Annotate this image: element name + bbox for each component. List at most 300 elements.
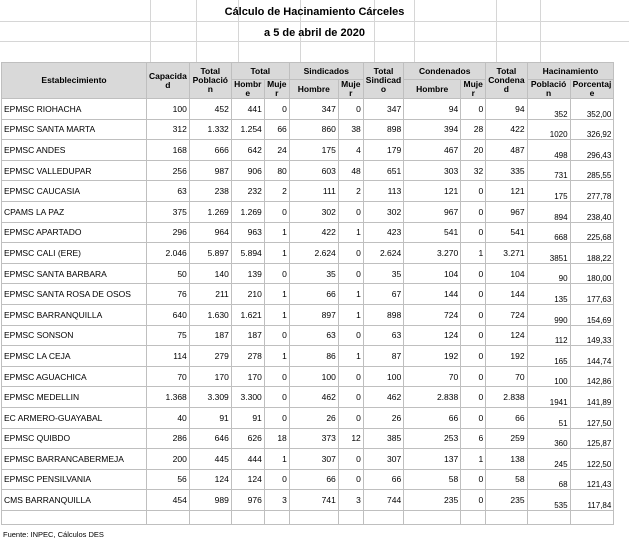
total-hombre-cell: 963 (231, 222, 264, 243)
condenados-hombre-cell: 70 (404, 366, 461, 387)
capacidad-cell: 1.368 (147, 387, 190, 408)
total-hombre-cell: 441 (231, 99, 264, 120)
total-hombre-cell: 3.300 (231, 387, 264, 408)
hacinamiento-poblacion-cell: 3851 (527, 243, 570, 264)
hacinamiento-poblacion-cell: 990 (527, 304, 570, 325)
empty-row (2, 510, 614, 524)
total-condenados-cell: 724 (486, 304, 527, 325)
establecimiento-cell: EPMSC MEDELLIN (2, 387, 147, 408)
sindicados-hombre-cell: 302 (289, 201, 338, 222)
hacinamiento-porcentaje-cell: 277,78 (570, 181, 614, 202)
total-condenados-cell: 192 (486, 346, 527, 367)
header-sindicados: Sindicados (289, 63, 363, 80)
table-row (2, 469, 614, 490)
sindicados-hombre-cell: 100 (289, 366, 338, 387)
sindicados-mujer-cell: 1 (338, 222, 363, 243)
total-poblacion-cell: 646 (189, 428, 231, 449)
table-row (2, 490, 614, 511)
sindicados-hombre-cell: 66 (289, 469, 338, 490)
establecimiento-cell: EPMSC SONSON (2, 325, 147, 346)
sindicados-hombre-cell: 26 (289, 407, 338, 428)
table-row (2, 304, 614, 325)
sindicados-mujer-cell: 0 (338, 366, 363, 387)
table-row (2, 346, 614, 367)
total-condenados-cell: 3.271 (486, 243, 527, 264)
hacinamiento-poblacion-cell: 100 (527, 366, 570, 387)
condenados-mujer-cell: 0 (461, 366, 486, 387)
hacinamiento-poblacion-cell: 1941 (527, 387, 570, 408)
hacinamiento-poblacion-cell: 360 (527, 428, 570, 449)
condenados-mujer-cell: 0 (461, 407, 486, 428)
total-mujer-cell: 24 (264, 140, 289, 161)
total-sindicados-cell: 26 (363, 407, 403, 428)
sindicados-mujer-cell: 0 (338, 387, 363, 408)
sindicados-mujer-cell: 0 (338, 243, 363, 264)
total-poblacion-cell: 3.309 (189, 387, 231, 408)
sindicados-mujer-cell: 0 (338, 449, 363, 470)
total-mujer-cell: 1 (264, 284, 289, 305)
header-sindicados-mujer: Muje r (338, 80, 363, 99)
total-hombre-cell: 1.269 (231, 201, 264, 222)
hacinamiento-porcentaje-cell: 141,89 (570, 387, 614, 408)
table-row (2, 99, 614, 120)
total-poblacion-cell: 964 (189, 222, 231, 243)
sindicados-hombre-cell: 66 (289, 284, 338, 305)
hacinamiento-poblacion-cell: 135 (527, 284, 570, 305)
total-hombre-cell: 210 (231, 284, 264, 305)
total-mujer-cell: 0 (264, 407, 289, 428)
total-mujer-cell: 1 (264, 304, 289, 325)
table-row (2, 201, 614, 222)
hacinamiento-poblacion-cell: 112 (527, 325, 570, 346)
header-total-condenados: Total Condena d (486, 63, 527, 99)
header-total-hombre: Hombr e (231, 80, 264, 99)
sheet-title: Cálculo de Hacinamiento Cárceles (224, 6, 405, 18)
total-hombre-cell: 278 (231, 346, 264, 367)
header-hacinamiento: Hacinamiento (527, 63, 614, 80)
hacinamiento-poblacion-cell: 894 (527, 201, 570, 222)
sindicados-mujer-cell: 1 (338, 346, 363, 367)
table-row (2, 449, 614, 470)
condenados-hombre-cell: 104 (404, 263, 461, 284)
total-sindicados-cell: 179 (363, 140, 403, 161)
condenados-hombre-cell: 394 (404, 119, 461, 140)
sindicados-hombre-cell: 86 (289, 346, 338, 367)
total-poblacion-cell: 1.630 (189, 304, 231, 325)
condenados-hombre-cell: 121 (404, 181, 461, 202)
total-sindicados-cell: 67 (363, 284, 403, 305)
total-sindicados-cell: 113 (363, 181, 403, 202)
header-sindicados-hombre: Hombre (289, 80, 338, 99)
table-row (2, 387, 614, 408)
capacidad-cell: 168 (147, 140, 190, 161)
total-hombre-cell: 642 (231, 140, 264, 161)
sindicados-hombre-cell: 175 (289, 140, 338, 161)
total-condenados-cell: 144 (486, 284, 527, 305)
sindicados-mujer-cell: 48 (338, 160, 363, 181)
establecimiento-cell: CMS BARRANQUILLA (2, 490, 147, 511)
sindicados-hombre-cell: 860 (289, 119, 338, 140)
hacinamiento-poblacion-cell: 51 (527, 407, 570, 428)
total-poblacion-cell: 279 (189, 346, 231, 367)
table-row (2, 243, 614, 264)
condenados-mujer-cell: 0 (461, 346, 486, 367)
sindicados-mujer-cell: 0 (338, 407, 363, 428)
total-sindicados-cell: 35 (363, 263, 403, 284)
capacidad-cell: 200 (147, 449, 190, 470)
total-condenados-cell: 58 (486, 469, 527, 490)
table-row (2, 263, 614, 284)
establecimiento-cell: EPMSC VALLEDUPAR (2, 160, 147, 181)
sindicados-hombre-cell: 897 (289, 304, 338, 325)
hacinamiento-porcentaje-cell: 149,33 (570, 325, 614, 346)
total-sindicados-cell: 307 (363, 449, 403, 470)
total-poblacion-cell: 987 (189, 160, 231, 181)
condenados-mujer-cell: 0 (461, 201, 486, 222)
hacinamiento-porcentaje-cell: 121,43 (570, 469, 614, 490)
hacinamiento-poblacion-cell: 165 (527, 346, 570, 367)
total-mujer-cell: 3 (264, 490, 289, 511)
condenados-hombre-cell: 192 (404, 346, 461, 367)
total-hombre-cell: 232 (231, 181, 264, 202)
sindicados-hombre-cell: 462 (289, 387, 338, 408)
total-condenados-cell: 422 (486, 119, 527, 140)
establecimiento-cell: EPMSC CALI (ERE) (2, 243, 147, 264)
hacinamiento-porcentaje-cell: 117,84 (570, 490, 614, 511)
total-poblacion-cell: 5.897 (189, 243, 231, 264)
condenados-hombre-cell: 124 (404, 325, 461, 346)
establecimiento-cell: EPMSC SANTA MARTA (2, 119, 147, 140)
capacidad-cell: 50 (147, 263, 190, 284)
hacinamiento-poblacion-cell: 498 (527, 140, 570, 161)
total-mujer-cell: 0 (264, 387, 289, 408)
condenados-hombre-cell: 541 (404, 222, 461, 243)
table-row (2, 140, 614, 161)
condenados-hombre-cell: 66 (404, 407, 461, 428)
grid-line (0, 21, 629, 22)
condenados-hombre-cell: 3.270 (404, 243, 461, 264)
capacidad-cell: 75 (147, 325, 190, 346)
sindicados-mujer-cell: 1 (338, 284, 363, 305)
total-sindicados-cell: 898 (363, 304, 403, 325)
sindicados-mujer-cell: 0 (338, 263, 363, 284)
total-poblacion-cell: 140 (189, 263, 231, 284)
establecimiento-cell: EPMSC BARRANQUILLA (2, 304, 147, 325)
table-row (2, 428, 614, 449)
total-hombre-cell: 444 (231, 449, 264, 470)
total-sindicados-cell: 898 (363, 119, 403, 140)
total-hombre-cell: 91 (231, 407, 264, 428)
total-sindicados-cell: 744 (363, 490, 403, 511)
header-establecimiento: Establecimiento (2, 63, 147, 99)
capacidad-cell: 640 (147, 304, 190, 325)
total-condenados-cell: 94 (486, 99, 527, 120)
sindicados-mujer-cell: 0 (338, 99, 363, 120)
capacidad-cell: 76 (147, 284, 190, 305)
header-condenados: Condenados (404, 63, 486, 80)
hacinamiento-porcentaje-cell: 188,22 (570, 243, 614, 264)
total-mujer-cell: 66 (264, 119, 289, 140)
condenados-hombre-cell: 724 (404, 304, 461, 325)
total-sindicados-cell: 63 (363, 325, 403, 346)
establecimiento-cell: EPMSC APARTADO (2, 222, 147, 243)
total-hombre-cell: 626 (231, 428, 264, 449)
condenados-hombre-cell: 2.838 (404, 387, 461, 408)
total-poblacion-cell: 452 (189, 99, 231, 120)
table-row (2, 366, 614, 387)
table-row (2, 119, 614, 140)
establecimiento-cell: EPMSC LA CEJA (2, 346, 147, 367)
total-condenados-cell: 104 (486, 263, 527, 284)
condenados-mujer-cell: 0 (461, 387, 486, 408)
hacinamiento-poblacion-cell: 1020 (527, 119, 570, 140)
sindicados-mujer-cell: 4 (338, 140, 363, 161)
table-row (2, 222, 614, 243)
total-hombre-cell: 1.254 (231, 119, 264, 140)
condenados-hombre-cell: 144 (404, 284, 461, 305)
total-poblacion-cell: 238 (189, 181, 231, 202)
total-mujer-cell: 1 (264, 243, 289, 264)
source-note: Fuente: INPEC, Cálculos DES (3, 530, 104, 539)
total-poblacion-cell: 1.269 (189, 201, 231, 222)
hacinamiento-porcentaje-cell: 177,63 (570, 284, 614, 305)
sindicados-mujer-cell: 0 (338, 201, 363, 222)
header-hacinamiento-porcentaje: Porcentaj e (570, 80, 614, 99)
total-sindicados-cell: 462 (363, 387, 403, 408)
hacinamiento-poblacion-cell: 535 (527, 490, 570, 511)
condenados-mujer-cell: 32 (461, 160, 486, 181)
total-sindicados-cell: 302 (363, 201, 403, 222)
sindicados-hombre-cell: 741 (289, 490, 338, 511)
condenados-mujer-cell: 0 (461, 263, 486, 284)
header-total-sindicados: Total Sindicad o (363, 63, 403, 99)
condenados-hombre-cell: 235 (404, 490, 461, 511)
total-condenados-cell: 2.838 (486, 387, 527, 408)
total-mujer-cell: 1 (264, 346, 289, 367)
total-hombre-cell: 187 (231, 325, 264, 346)
capacidad-cell: 375 (147, 201, 190, 222)
total-sindicados-cell: 66 (363, 469, 403, 490)
sindicados-hombre-cell: 35 (289, 263, 338, 284)
header-total-mujer: Muje r (264, 80, 289, 99)
capacidad-cell: 256 (147, 160, 190, 181)
sindicados-hombre-cell: 307 (289, 449, 338, 470)
hacinamiento-porcentaje-cell: 142,86 (570, 366, 614, 387)
establecimiento-cell: EPMSC SANTA BARBARA (2, 263, 147, 284)
total-poblacion-cell: 445 (189, 449, 231, 470)
condenados-mujer-cell: 1 (461, 243, 486, 264)
total-condenados-cell: 541 (486, 222, 527, 243)
header-hacinamiento-poblacion: Població n (527, 80, 570, 99)
establecimiento-cell: EPMSC AGUACHICA (2, 366, 147, 387)
capacidad-cell: 63 (147, 181, 190, 202)
sheet-subtitle: a 5 de abril de 2020 (264, 27, 365, 39)
condenados-mujer-cell: 0 (461, 469, 486, 490)
header-total: Total (231, 63, 289, 80)
capacidad-cell: 40 (147, 407, 190, 428)
hacinamiento-porcentaje-cell: 352,00 (570, 99, 614, 120)
total-condenados-cell: 124 (486, 325, 527, 346)
condenados-mujer-cell: 0 (461, 490, 486, 511)
header-total-poblacion: Total Població n (189, 63, 231, 99)
condenados-mujer-cell: 0 (461, 99, 486, 120)
establecimiento-cell: EPMSC QUIBDO (2, 428, 147, 449)
total-sindicados-cell: 100 (363, 366, 403, 387)
sindicados-mujer-cell: 0 (338, 325, 363, 346)
condenados-hombre-cell: 58 (404, 469, 461, 490)
total-hombre-cell: 976 (231, 490, 264, 511)
hacinamiento-porcentaje-cell: 285,55 (570, 160, 614, 181)
total-sindicados-cell: 651 (363, 160, 403, 181)
sindicados-hombre-cell: 422 (289, 222, 338, 243)
total-poblacion-cell: 989 (189, 490, 231, 511)
header-condenados-mujer: Muje r (461, 80, 486, 99)
sindicados-hombre-cell: 111 (289, 181, 338, 202)
total-mujer-cell: 0 (264, 366, 289, 387)
condenados-hombre-cell: 253 (404, 428, 461, 449)
establecimiento-cell: EPMSC CAUCASIA (2, 181, 147, 202)
sindicados-hombre-cell: 2.624 (289, 243, 338, 264)
hacinamiento-porcentaje-cell: 225,68 (570, 222, 614, 243)
total-mujer-cell: 0 (264, 263, 289, 284)
capacidad-cell: 2.046 (147, 243, 190, 264)
total-condenados-cell: 259 (486, 428, 527, 449)
total-mujer-cell: 80 (264, 160, 289, 181)
condenados-mujer-cell: 0 (461, 181, 486, 202)
total-hombre-cell: 124 (231, 469, 264, 490)
condenados-mujer-cell: 0 (461, 325, 486, 346)
total-condenados-cell: 335 (486, 160, 527, 181)
capacidad-cell: 56 (147, 469, 190, 490)
condenados-hombre-cell: 967 (404, 201, 461, 222)
header-capacidad: Capacida d (147, 63, 190, 99)
hacinamiento-poblacion-cell: 68 (527, 469, 570, 490)
overcrowding-table (1, 62, 614, 525)
grid-line (0, 41, 629, 42)
hacinamiento-porcentaje-cell: 127,50 (570, 407, 614, 428)
total-condenados-cell: 967 (486, 201, 527, 222)
header-condenados-hombre: Hombre (404, 80, 461, 99)
table-row (2, 181, 614, 202)
table-row (2, 407, 614, 428)
capacidad-cell: 100 (147, 99, 190, 120)
hacinamiento-poblacion-cell: 245 (527, 449, 570, 470)
hacinamiento-poblacion-cell: 731 (527, 160, 570, 181)
capacidad-cell: 454 (147, 490, 190, 511)
total-mujer-cell: 1 (264, 222, 289, 243)
hacinamiento-porcentaje-cell: 154,69 (570, 304, 614, 325)
total-condenados-cell: 121 (486, 181, 527, 202)
total-mujer-cell: 0 (264, 469, 289, 490)
establecimiento-cell: EPMSC SANTA ROSA DE OSOS (2, 284, 147, 305)
total-sindicados-cell: 2.624 (363, 243, 403, 264)
hacinamiento-porcentaje-cell: 238,40 (570, 201, 614, 222)
total-condenados-cell: 487 (486, 140, 527, 161)
hacinamiento-poblacion-cell: 352 (527, 99, 570, 120)
sindicados-mujer-cell: 1 (338, 304, 363, 325)
capacidad-cell: 286 (147, 428, 190, 449)
total-sindicados-cell: 423 (363, 222, 403, 243)
condenados-mujer-cell: 28 (461, 119, 486, 140)
capacidad-cell: 312 (147, 119, 190, 140)
total-mujer-cell: 2 (264, 181, 289, 202)
hacinamiento-porcentaje-cell: 122,50 (570, 449, 614, 470)
hacinamiento-porcentaje-cell: 125,87 (570, 428, 614, 449)
total-poblacion-cell: 1.332 (189, 119, 231, 140)
sindicados-mujer-cell: 3 (338, 490, 363, 511)
total-sindicados-cell: 87 (363, 346, 403, 367)
total-poblacion-cell: 124 (189, 469, 231, 490)
total-condenados-cell: 138 (486, 449, 527, 470)
sindicados-mujer-cell: 2 (338, 181, 363, 202)
sindicados-hombre-cell: 603 (289, 160, 338, 181)
condenados-hombre-cell: 94 (404, 99, 461, 120)
total-hombre-cell: 1.621 (231, 304, 264, 325)
total-mujer-cell: 0 (264, 201, 289, 222)
sindicados-mujer-cell: 12 (338, 428, 363, 449)
sindicados-hombre-cell: 63 (289, 325, 338, 346)
condenados-mujer-cell: 20 (461, 140, 486, 161)
total-poblacion-cell: 666 (189, 140, 231, 161)
hacinamiento-poblacion-cell: 668 (527, 222, 570, 243)
condenados-hombre-cell: 467 (404, 140, 461, 161)
total-sindicados-cell: 347 (363, 99, 403, 120)
establecimiento-cell: EPMSC ANDES (2, 140, 147, 161)
establecimiento-cell: EPMSC PENSILVANIA (2, 469, 147, 490)
total-sindicados-cell: 385 (363, 428, 403, 449)
condenados-hombre-cell: 303 (404, 160, 461, 181)
condenados-mujer-cell: 1 (461, 449, 486, 470)
establecimiento-cell: EPMSC BARRANCABERMEJA (2, 449, 147, 470)
condenados-hombre-cell: 137 (404, 449, 461, 470)
total-hombre-cell: 906 (231, 160, 264, 181)
hacinamiento-porcentaje-cell: 144,74 (570, 346, 614, 367)
total-poblacion-cell: 187 (189, 325, 231, 346)
total-mujer-cell: 1 (264, 449, 289, 470)
condenados-mujer-cell: 6 (461, 428, 486, 449)
total-condenados-cell: 66 (486, 407, 527, 428)
condenados-mujer-cell: 0 (461, 304, 486, 325)
capacidad-cell: 114 (147, 346, 190, 367)
table-row (2, 160, 614, 181)
sindicados-mujer-cell: 0 (338, 469, 363, 490)
total-mujer-cell: 0 (264, 99, 289, 120)
establecimiento-cell: EC ARMERO-GUAYABAL (2, 407, 147, 428)
total-poblacion-cell: 170 (189, 366, 231, 387)
hacinamiento-poblacion-cell: 90 (527, 263, 570, 284)
hacinamiento-poblacion-cell: 175 (527, 181, 570, 202)
sindicados-hombre-cell: 347 (289, 99, 338, 120)
hacinamiento-porcentaje-cell: 180,00 (570, 263, 614, 284)
condenados-mujer-cell: 0 (461, 284, 486, 305)
capacidad-cell: 70 (147, 366, 190, 387)
total-hombre-cell: 170 (231, 366, 264, 387)
condenados-mujer-cell: 0 (461, 222, 486, 243)
total-hombre-cell: 139 (231, 263, 264, 284)
total-condenados-cell: 70 (486, 366, 527, 387)
total-poblacion-cell: 211 (189, 284, 231, 305)
table-row (2, 325, 614, 346)
total-mujer-cell: 18 (264, 428, 289, 449)
capacidad-cell: 296 (147, 222, 190, 243)
table-row (2, 284, 614, 305)
sindicados-mujer-cell: 38 (338, 119, 363, 140)
establecimiento-cell: EPMSC RIOHACHA (2, 99, 147, 120)
hacinamiento-porcentaje-cell: 326,92 (570, 119, 614, 140)
total-condenados-cell: 235 (486, 490, 527, 511)
total-mujer-cell: 0 (264, 325, 289, 346)
sindicados-hombre-cell: 373 (289, 428, 338, 449)
